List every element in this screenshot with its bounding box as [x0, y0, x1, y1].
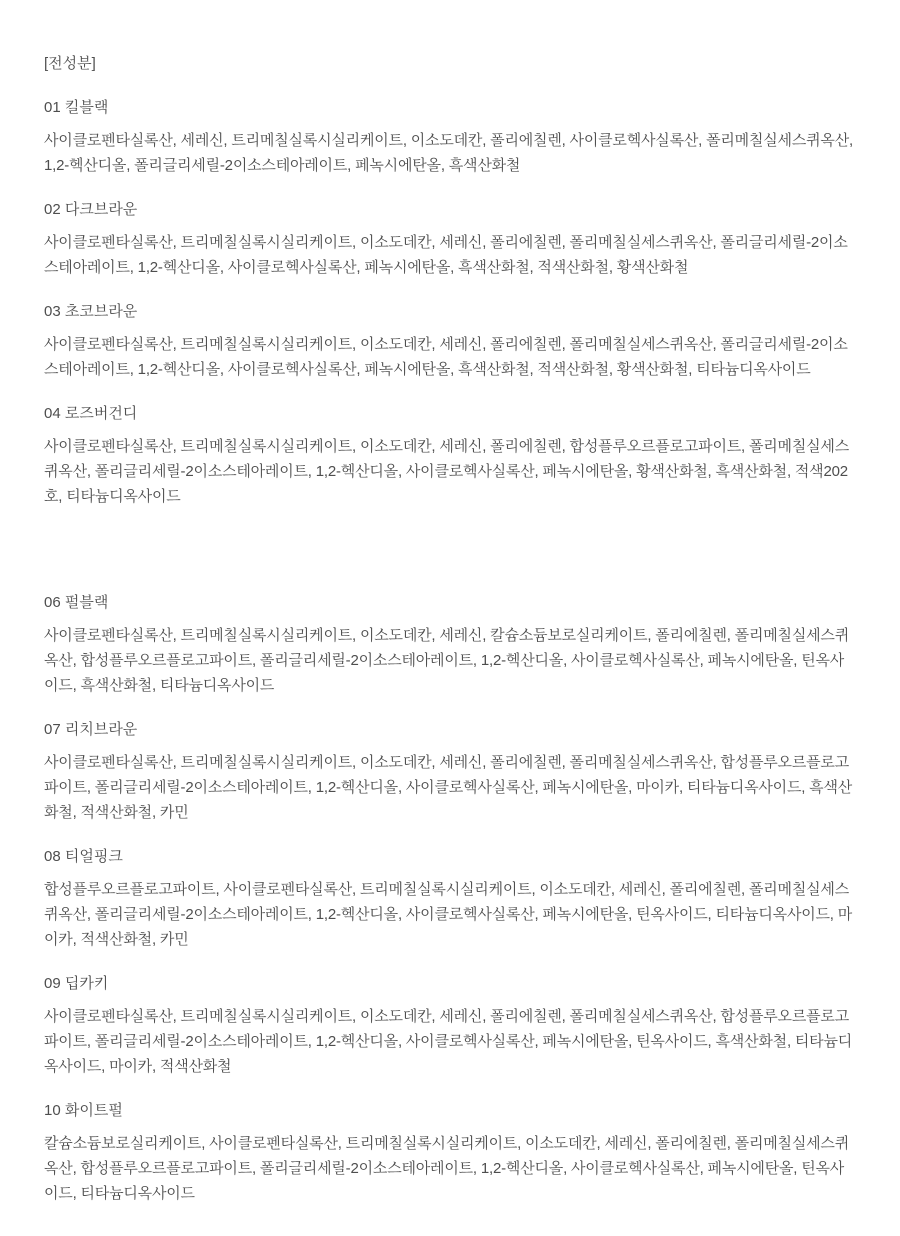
shade-ingredients: 칼슘소듐보로실리케이트, 사이클로펜타실록산, 트리메칠실록시실리케이트, 이소도데칸, 세레신, 폴리에칠렌, 폴리메칠실세스퀴옥산, 합성플루오르플로고파이트, 폴리글리세릴-2이소스테아레이트, 1,2-헥산디올, 사이클로헥사실록산, 페녹시에탄올, 틴옥사이드, 티타늄디옥사이드 — [44, 1135, 849, 1202]
empty-gap-shade-05 — [44, 509, 856, 571]
shade-title: 06 펄블랙 — [44, 594, 109, 611]
section-header: [전성분] — [44, 55, 96, 72]
shade-ingredients: 사이클로펜타실록산, 세레신, 트리메칠실록시실리케이트, 이소도데칸, 폴리에칠렌, 사이클로헥사실록산, 폴리메칠실세스퀴옥산, 1,2-헥산디올, 폴리글리세릴-2이소스테아레이트, 페녹시에탄올, 흑색산화철 — [44, 132, 853, 174]
shade-ingredients: 사이클로펜타실록산, 트리메칠실록시실리케이트, 이소도데칸, 세레신, 칼슘소듐보로실리케이트, 폴리에칠렌, 폴리메칠실세스퀴옥산, 합성플루오르플로고파이트, 폴리글리세릴-2이소스테아레이트, 1,2-헥산디올, 사이클로헥사실록산, 페녹시에탄올, 틴옥사이드, 흑색산화철, 티타늄디옥사이드 — [44, 627, 849, 694]
shade-ingredients: 사이클로펜타실록산, 트리메칠실록시실리케이트, 이소도데칸, 세레신, 폴리에칠렌, 폴리메칠실세스퀴옥산, 합성플루오르플로고파이트, 폴리글리세릴-2이소스테아레이트, 1,2-헥산디올, 사이클로헥사실록산, 페녹시에탄올, 마이카, 티타늄디옥사이드, 흑색산화철, 적색산화철, 카민 — [44, 754, 853, 821]
shade-block-01 — [44, 97, 856, 178]
shade-ingredients: 사이클로펜타실록산, 트리메칠실록시실리케이트, 이소도데칸, 세레신, 폴리에칠렌, 폴리메칠실세스퀴옥산, 폴리글리세릴-2이소스테아레이트, 1,2-헥산디올, 사이클로헥사실록산, 페녹시에탄올, 흑색산화철, 적색산화철, 황색산화철 — [44, 234, 848, 276]
shade-title: 01 킬블랙 — [44, 99, 109, 116]
shade-ingredients: 사이클로펜타실록산, 트리메칠실록시실리케이트, 이소도데칸, 세레신, 폴리에칠렌, 합성플루오르플로고파이트, 폴리메칠실세스퀴옥산, 폴리글리세릴-2이소스테아레이트, 1,2-헥산디올, 사이클로헥사실록산, 페녹시에탄올, 황색산화철, 흑색산화철, 적색202호, 티타늄디옥사이드 — [44, 438, 849, 505]
shade-block-02 — [44, 199, 856, 280]
shade-block-03 — [44, 301, 856, 382]
shade-title: 10 화이트펄 — [44, 1102, 123, 1119]
shade-title: 08 티얼핑크 — [44, 848, 123, 865]
shade-ingredients: 사이클로펜타실록산, 트리메칠실록시실리케이트, 이소도데칸, 세레신, 폴리에칠렌, 폴리메칠실세스퀴옥산, 폴리글리세릴-2이소스테아레이트, 1,2-헥산디올, 사이클로헥사실록산, 페녹시에탄올, 흑색산화철, 적색산화철, 황색산화철, 티타늄디옥사이드 — [44, 336, 848, 378]
shade-title: 07 리치브라운 — [44, 721, 138, 738]
shade-block-07 — [44, 719, 856, 825]
shade-title: 04 로즈버건디 — [44, 405, 138, 422]
shade-title: 09 딥카키 — [44, 975, 109, 992]
shade-ingredients: 합성플루오르플로고파이트, 사이클로펜타실록산, 트리메칠실록시실리케이트, 이소도데칸, 세레신, 폴리에칠렌, 폴리메칠실세스퀴옥산, 폴리글리세릴-2이소스테아레이트, 1,2-헥산디올, 사이클로헥사실록산, 페녹시에탄올, 틴옥사이드, 티타늄디옥사이드, 마이카, 적색산화철, 카민 — [44, 881, 853, 948]
shade-title: 03 초코브라운 — [44, 303, 138, 320]
shade-block-04 — [44, 403, 856, 509]
shade-block-06 — [44, 592, 856, 698]
shade-title: 02 다크브라운 — [44, 201, 138, 218]
shade-block-09 — [44, 973, 856, 1079]
shade-block-10 — [44, 1100, 856, 1206]
shade-ingredients: 사이클로펜타실록산, 트리메칠실록시실리케이트, 이소도데칸, 세레신, 폴리에칠렌, 폴리메칠실세스퀴옥산, 합성플루오르플로고파이트, 폴리글리세릴-2이소스테아레이트, 1,2-헥산디올, 사이클로헥사실록산, 페녹시에탄올, 틴옥사이드, 흑색산화철, 티타늄디옥사이드, 마이카, 적색산화철 — [44, 1008, 853, 1075]
shade-block-08 — [44, 846, 856, 952]
